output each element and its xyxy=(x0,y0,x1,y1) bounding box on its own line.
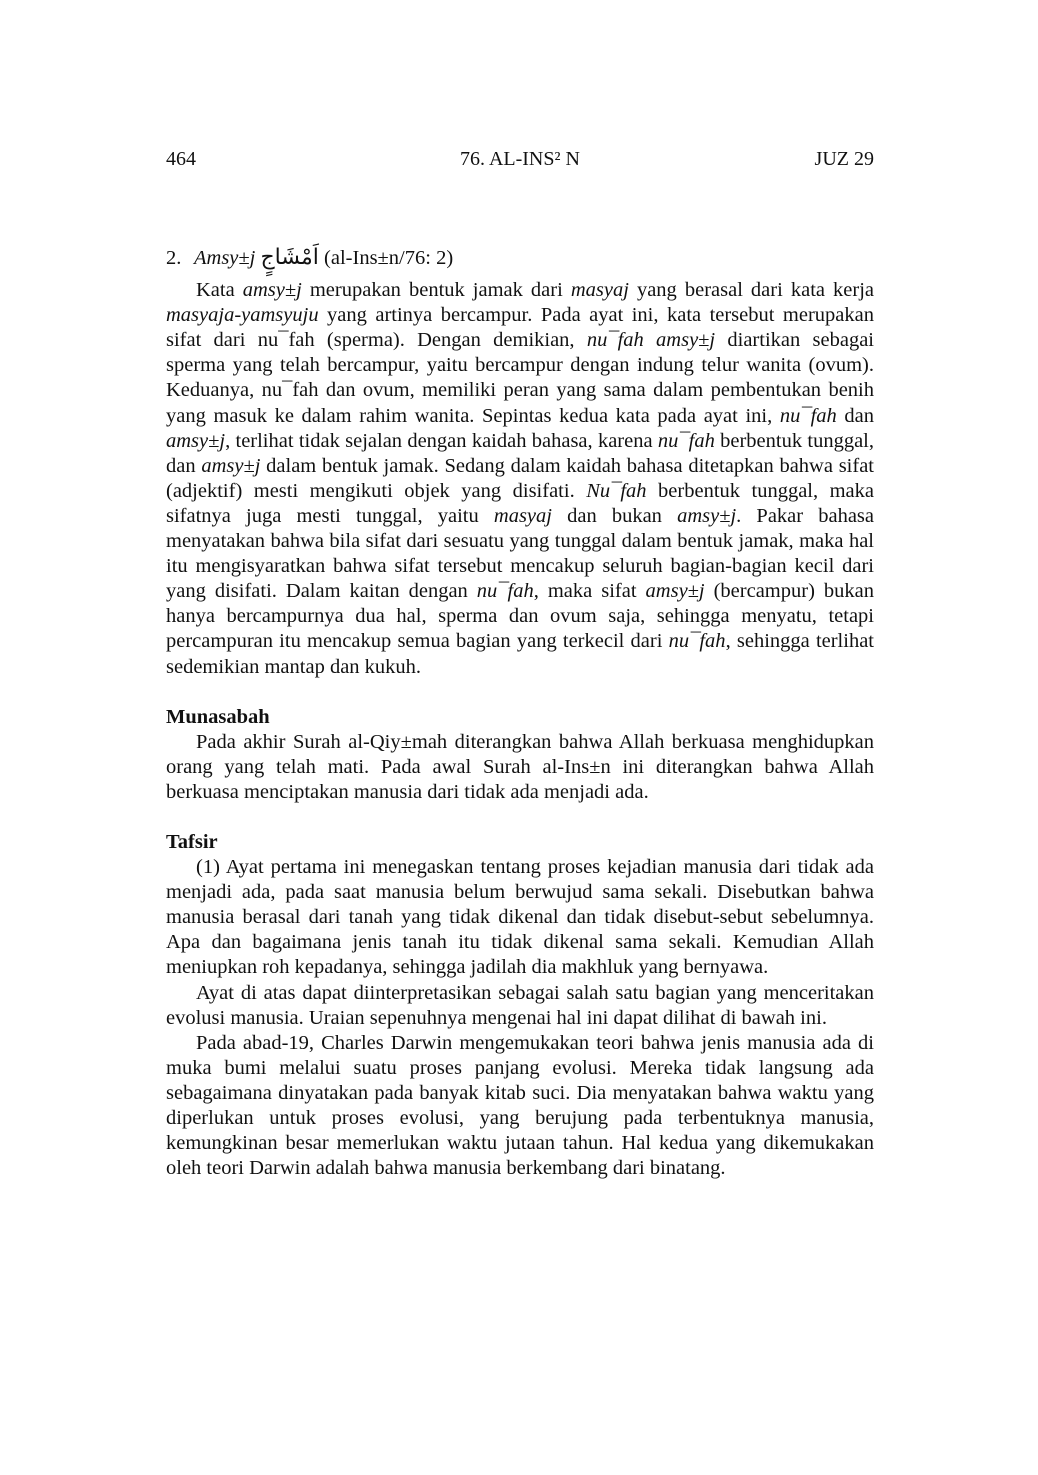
tafsir-paragraph-1: (1) Ayat pertama ini menegaskan tentang proses kejadian manusia dari tidak ada menjadi ada, pada saat manusia belum berwujud sama sekali. Disebutkan bahwa manusia berasal dari tanah yang tidak dikenal dan tidak disebut-sebut sebelumnya. Apa dan bagaimana jenis tanah itu tidak dikenal sama sekali. Kemudian Allah meniupkan roh kepadanya, sehingga jadilah dia makhluk yang bernyawa. xyxy=(166,856,874,979)
page-header xyxy=(166,144,874,174)
munasabah-text: Pada akhir Surah al-Qiy±mah diterangkan bahwa Allah berkuasa menghidupkan orang yang telah mati. Pada awal Surah al-Ins±n ini diterangkan bahwa Allah berkuasa menciptakan manusia dari tidak ada menjadi ada. xyxy=(166,730,874,803)
vocab-heading xyxy=(166,245,874,271)
page-number: 464 xyxy=(166,148,196,170)
page-body xyxy=(166,245,874,1181)
tafsir-paragraph-3: Pada abad-19, Charles Darwin mengemukakan teori bahwa jenis manusia ada di muka bumi melalui suatu proses panjang evolusi. Mereka tidak langsung ada sebagaimana dinyatakan pada banyak kitab suci. Dia menyatakan bahwa waktu yang diperlukan untuk proses evolusi, yang berujung pada terbentuknya manusia, kemungkinan besar memerlukan waktu jutaan tahun. Hal kedua yang dikemukakan oleh teori Darwin adalah bahwa manusia berkembang dari binatang. xyxy=(166,1031,874,1180)
surah-title: 76. AL-INS² N xyxy=(460,148,580,170)
tafsir-heading: Tafsir xyxy=(166,830,218,853)
vocab-number: 2. xyxy=(166,247,182,269)
vocab-reference: (al-Ins±n/76: 2) xyxy=(324,247,454,269)
vocab-arabic: اَمْشَاجٍ xyxy=(260,245,319,270)
vocab-explanation: Kata amsy±j merupakan bentuk jamak dari masyaj yang berasal dari kata kerja masyaja-yamsyuju yang artinya bercampur. Pada ayat ini, kata tersebut merupakan sifat dari nu¯fah (sperma). Dengan demikian, nu¯fah amsy±j diartikan sebagai sperma yang telah bercampur, yaitu bercampur dengan indung telur wanita (ovum). Keduanya, nu¯fah dan ovum, memiliki peran yang sama dalam pembentukan benih yang masuk ke dalam rahim wanita. Sepintas kedua kata pada ayat ini, nu¯fah dan amsy±j, terlihat tidak sejalan dengan kaidah bahasa, karena nu¯fah berbentuk tunggal, dan amsy±j dalam bentuk jamak. Sedang dalam kaidah bahasa ditetapkan bahwa sifat (adjektif) mesti mengikuti objek yang disifati. Nu¯fah berbentuk tunggal, maka sifatnya juga mesti tunggal, yaitu masyaj dan bukan amsy±j. Pakar bahasa menyatakan bahwa bila sifat dari sesuatu yang tunggal dalam bentuk jamak, maka hal itu mengisyaratkan bahwa sifat tersebut mencakup seluruh bagian-bagian kecil dari yang disifati. Dalam kaitan dengan nu¯fah, maka sifat amsy±j (bercampur) bukan hanya bercampurnya dua hal, sperma dan ovum saja, sehingga menyatu, tetapi percampuran itu mencakup semua bagian yang terkecil dari nu¯fah, sehingga terlihat sedemikian mantap dan kukuh. xyxy=(166,279,875,678)
tafsir-paragraph-2: Ayat di atas dapat diinterpretasikan sebagai salah satu bagian yang menceritakan evolusi manusia. Uraian sepenuhnya mengenai hal ini dapat dilihat di bawah ini. xyxy=(166,981,874,1029)
juz-label: JUZ 29 xyxy=(814,148,874,170)
munasabah-heading: Munasabah xyxy=(166,705,270,728)
vocab-term: Amsy±j xyxy=(194,247,256,269)
